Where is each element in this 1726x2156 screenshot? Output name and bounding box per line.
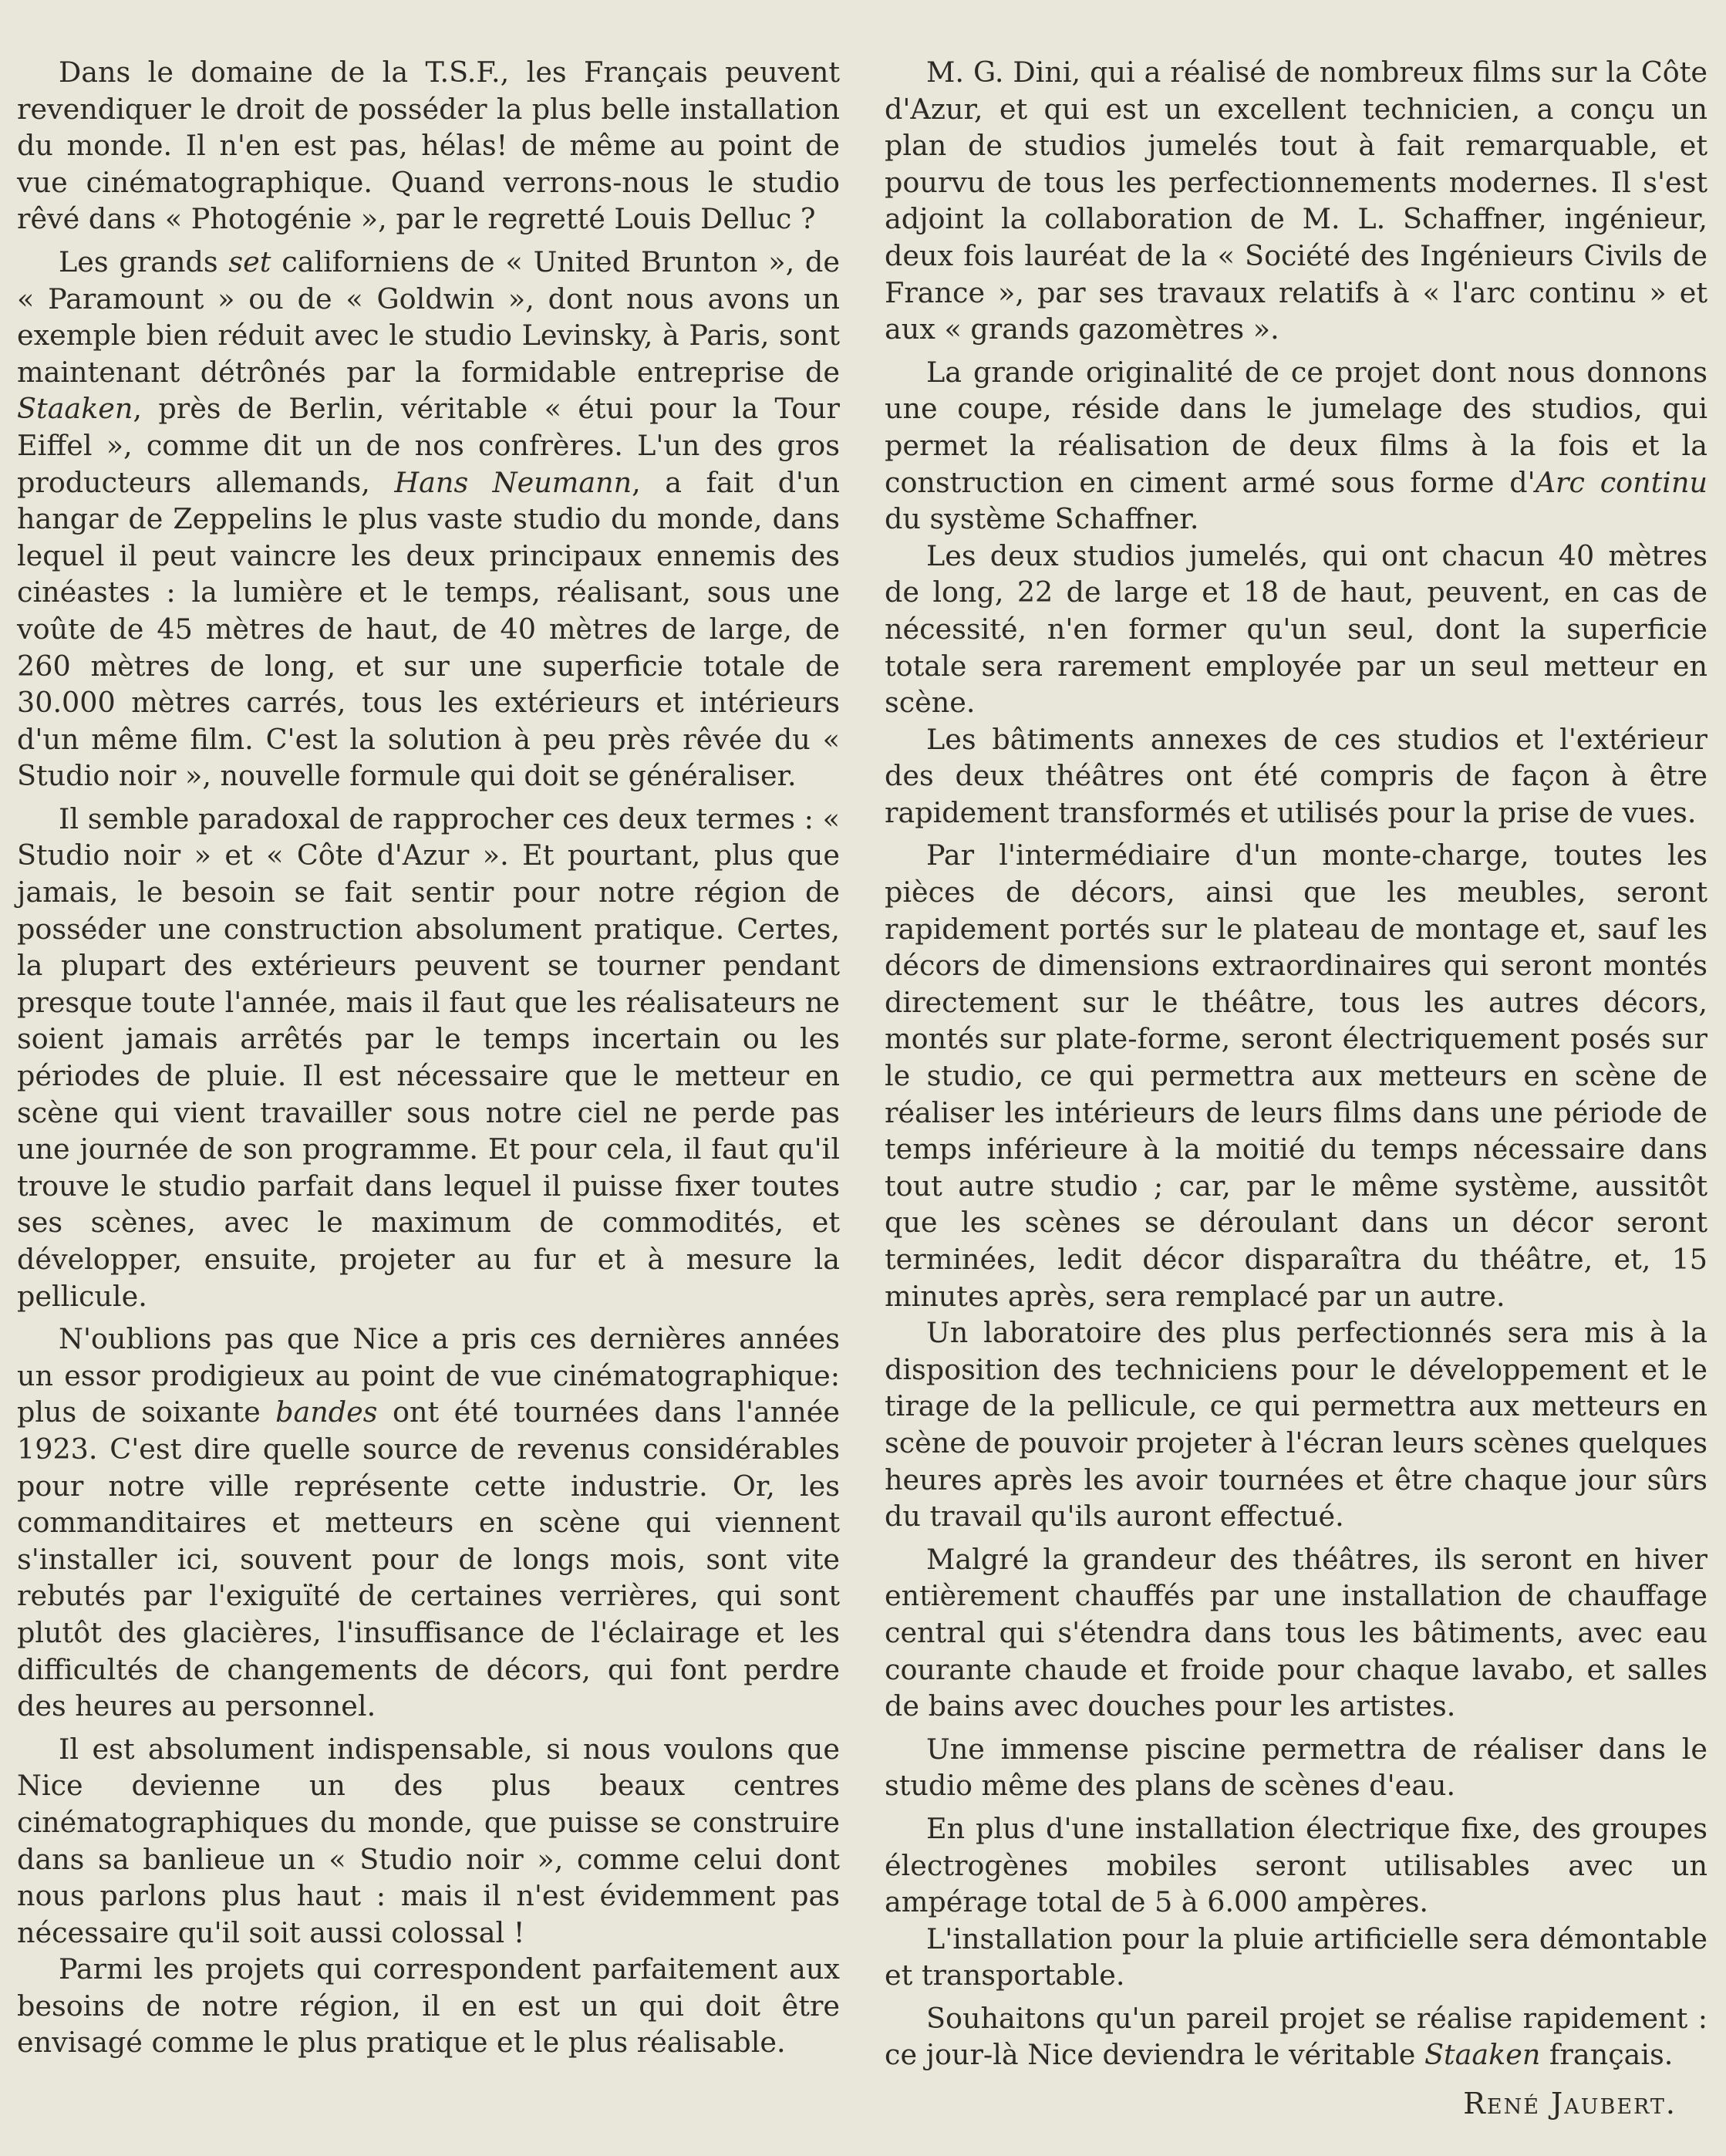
article-paragraph <box>885 54 1707 348</box>
paragraph-text: Les deux studios jumelés, qui ont chacun 40 mètres de long, 22 de large et 18 de haut, peuvent, en cas de nécessité, n'en former qu'un seul, dont la superficie totale sera rarement employée par un seul metteur en scène. <box>885 538 1707 720</box>
paragraph-text: M. G. Dini, qui a réalisé de nombreux films sur la Côte d'Azur, et qui est un excellent technicien, a conçu un plan de studios jumelés tout à fait remarquable, et pourvu de tous les perfectionnements modernes. Il s'est adjoint la collaboration de M. L. Schaffner, ingénieur, deux fois lauréat de la « Société des Ingénieurs Civils de France », par ses travaux relatifs à « l'arc continu » et aux « grands gazomètres ». <box>885 56 1707 346</box>
paragraph-text: Un laboratoire des plus perfectionnés sera mis à la disposition des techniciens pour le développement et le tirage de la pellicule, ce qui permettra aux metteurs en scène de pouvoir projeter à l'écran leurs scènes quelques heures après les avoir tournées et être chaque jour sûrs du travail qu'ils auront effectué. <box>885 1316 1707 1533</box>
article-paragraph <box>17 1951 840 2061</box>
paragraph-text: ont été tournées dans l'année 1923. C'est dire quelle source de revenus considérables pour notre ville représente cette industrie. Or, les commanditaires et metteurs en scène qui viennent s'installer ici, souvent pour de longs mois, sont vite rebutés par l'exiguïté de certaines verrières, qui sont plutôt des glacières, l'insuffisance de l'éclairage et les difficultés de changements de décors, qui font perdre des heures au personnel. <box>17 1395 840 1723</box>
paragraph-text: Les bâtiments annexes de ces studios et l'extérieur des deux théâtres ont été compris de façon à être rapidement transformés et utilisés pour la prise de vues. <box>885 722 1707 829</box>
italic-text: Arc continu <box>1535 465 1707 499</box>
paragraph-text: Malgré la grandeur des théâtres, ils seront en hiver entièrement chauffés par une installation de chauffage central qui s'étendra dans tous les bâtiments, avec eau courante chaude et froide pour chaque lavabo, et salles de bains avec douches pour les artistes. <box>885 1542 1707 1723</box>
paragraph-text: Souhaitons qu'un pareil projet se réalise rapidement : ce jour-là Nice deviendra le véritable <box>885 2001 1707 2072</box>
paragraph-text: , près de Berlin, véritable « étui pour la Tour Eiffel », comme dit un de nos confrères. L'un des gros producteurs allemands, <box>17 392 840 499</box>
paragraph-text: du système Schaffner. <box>885 502 1199 536</box>
paragraph-text: californiens de « United Brunton », de « Paramount » ou de « Goldwin », dont nous avons un exemple bien réduit avec le studio Levinsky, à Paris, sont maintenant détrônés par la formidable entreprise de <box>17 245 840 389</box>
article-paragraph <box>885 1731 1707 1804</box>
paragraph-text: Il est absolument indispensable, si nous voulons que Nice devienne un des plus beaux centres cinématographiques du monde, que puisse se construire dans sa banlieue un « Studio noir », comme celui dont nous parlons plus haut : mais il n'est évidemment pas nécessaire qu'il soit aussi colossal ! <box>17 1732 840 1949</box>
italic-text: Hans Neumann <box>394 465 632 499</box>
paragraph-text: Il semble paradoxal de rapprocher ces deux termes : « Studio noir » et « Côte d'Azur ». Et pourtant, plus que jamais, le besoin se fait sentir pour notre région de posséder une construction absolument pratique. Certes, la plupart des extérieurs peuvent se tourner pendant presque toute l'année, mais il faut que les réalisateurs ne soient jamais arrêtés par le temps incertain ou les périodes de pluie. Il est nécessaire que le metteur en scène qui vient travailler sous notre ciel ne perde pas une journée de son programme. Et pour cela, il faut qu'il trouve le studio parfait dans lequel il puisse fixer toutes ses scènes, avec le maximum de commodités, et développer, ensuite, projeter au fur et à mesure la pellicule. <box>17 801 840 1313</box>
author-signature: René Jaubert. <box>1463 2087 1677 2121</box>
paragraph-text: L'installation pour la pluie artificielle sera démontable et transportable. <box>885 1922 1707 1992</box>
article-paragraph <box>17 1731 840 1952</box>
paragraph-text: Une immense piscine permettra de réaliser dans le studio même des plans de scènes d'eau. <box>885 1732 1707 1803</box>
paragraph-text: Par l'intermédiaire d'un monte-charge, toutes les pièces de décors, ainsi que les meubles, seront rapidement portés sur le plateau de montage et, sauf les décors de dimensions extraordinaires qui seront montés directement sur le théâtre, tous les autres décors, montés sur plate-forme, seront électriquement posés sur le studio, ce qui permettra aux metteurs en scène de réaliser les intérieurs de leurs films dans une période de temps inférieure à la moitié du temps nécessaire dans tout autre studio ; car, par le même système, aussitôt que les scènes se déroulant dans un décor seront terminées, ledit décor disparaîtra du théâtre, et, 15 minutes après, sera remplacé par un autre. <box>885 838 1707 1313</box>
article-paragraph <box>885 1921 1707 1994</box>
paragraph-text: , a fait d'un hangar de Zeppelins le plus vaste studio du monde, dans lequel il peut vaincre les deux principaux ennemis des cinéastes : la lumière et le temps, réalisant, sous une voûte de 45 mètres de haut, de 40 mètres de large, de 260 mètres de long, et sur une superficie totale de 30.000 mètres carrés, tous les extérieurs et intérieurs d'un même film. C'est la solution à peu près rêvée du « Studio noir », nouvelle formule qui doit se généraliser. <box>17 465 840 793</box>
italic-text: set <box>228 245 271 278</box>
article-paragraph <box>885 538 1707 721</box>
paragraph-text: Les grands <box>59 245 229 278</box>
article-paragraph <box>17 801 840 1314</box>
article-paragraph <box>885 1314 1707 1535</box>
article-paragraph <box>17 1321 840 1725</box>
article-paragraph <box>885 837 1707 1314</box>
paragraph-text: En plus d'une installation électrique fixe, des groupes électrogènes mobiles seront utilisables avec un ampérage total de 5 à 6.000 ampères. <box>885 1811 1707 1919</box>
paragraph-text: français. <box>1540 2038 1674 2072</box>
paragraph-text: Dans le domaine de la T.S.F., les Français peuvent revendiquer le droit de posséder la plus belle installation du monde. Il n'en est pas, hélas! de même au point de vue cinématographique. Quand verrons-nous le studio rêvé dans « Photogénie », par le regretté Louis Delluc ? <box>17 56 840 236</box>
article-paragraph <box>885 1541 1707 1725</box>
article-paragraph <box>17 244 840 795</box>
paragraph-text: N'oublions pas que Nice a pris ces dernières années un essor prodigieux au point de vue cinématographique: plus de soixante <box>17 1322 840 1429</box>
article-column-left <box>17 54 840 2156</box>
article-paragraph <box>885 354 1707 538</box>
italic-text: Staaken <box>1424 2038 1541 2072</box>
italic-text: bandes <box>275 1395 378 1429</box>
article-column-right <box>885 54 1707 2156</box>
article-paragraph <box>885 721 1707 832</box>
article-paragraph <box>17 54 840 238</box>
article-paragraph <box>885 1810 1707 1921</box>
paragraph-text: La grande originalité de ce projet dont nous donnons une coupe, réside dans le jumelage des studios, qui permet la réalisation de deux films à la fois et la construction en ciment armé sous forme d' <box>885 355 1707 499</box>
italic-text: Staaken <box>17 392 133 426</box>
paragraph-text: Parmi les projets qui correspondent parfaitement aux besoins de notre région, il en est un qui doit être envisagé comme le plus pratique et le plus réalisable. <box>17 1952 840 2060</box>
article-paragraph <box>885 2000 1707 2073</box>
